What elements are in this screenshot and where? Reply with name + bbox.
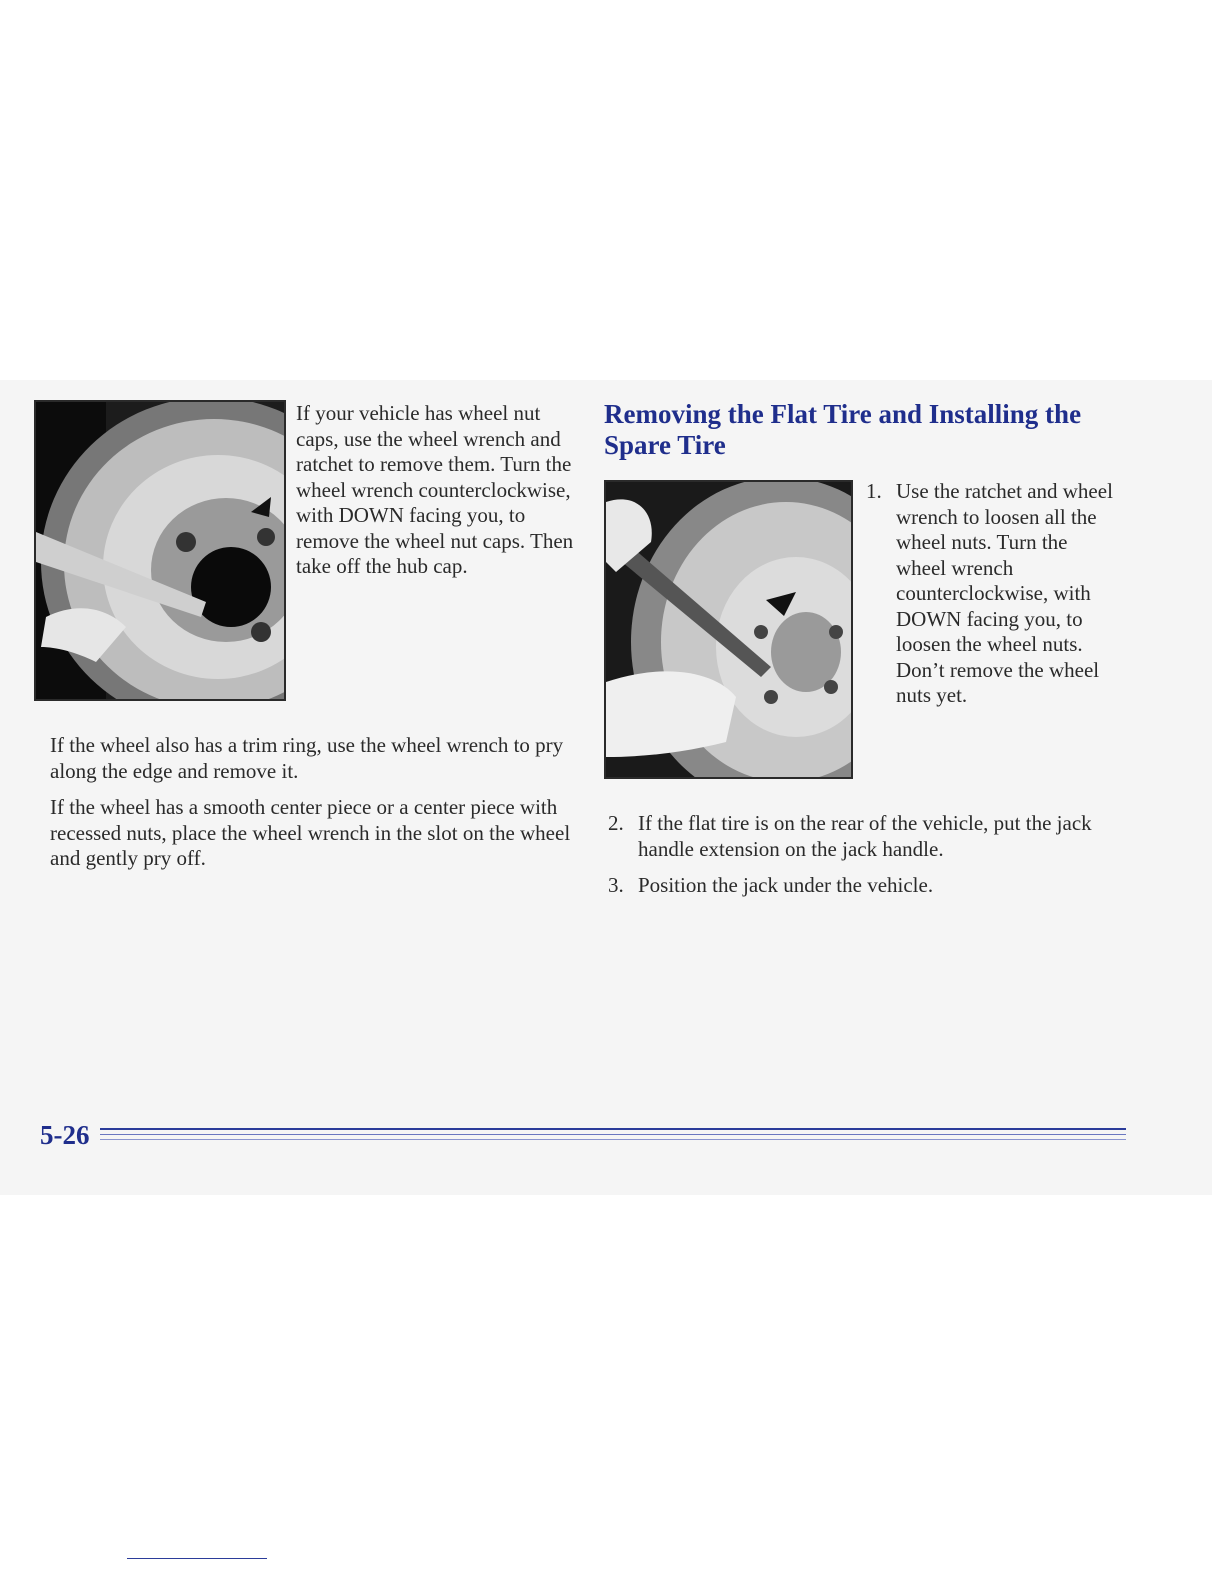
step-text: Use the ratchet and wheel wrench to loosen all the wheel nuts. Turn the wheel wrench counterclockwise, with DOWN facing you, to loosen the wheel nuts. Don’t remove the wheel nuts yet. (896, 479, 1113, 707)
hub-cap-removal-photo (34, 400, 286, 701)
step-number: 3. (608, 873, 624, 897)
bottom-divider (127, 1558, 267, 1559)
footer-rule (100, 1134, 1126, 1135)
footer-rule (100, 1128, 1126, 1130)
section-heading: Removing the Flat Tire and Installing the Spare Tire (604, 399, 1082, 460)
page-number: 5-26 (40, 1120, 90, 1150)
footer-rule (100, 1139, 1126, 1140)
loosen-wheel-nuts-photo (604, 480, 853, 779)
step-text: Position the jack under the vehicle. (638, 873, 934, 897)
step-text: If the flat tire is on the rear of the vehicle, put the jack handle extension on the jack handle. (638, 811, 1092, 861)
hub-cap-instructions: If your vehicle has wheel nut caps, use the wheel wrench and ratchet to remove them. Turn the wheel wrench counterclockwise, with DOWN facing you, to remove the wheel nut caps. Then take off the hub cap. (296, 401, 574, 578)
center-piece-instructions: If the wheel has a smooth center piece or a center piece with recessed nuts, place the wheel wrench in the slot on the wheel and gently pry off. (50, 795, 571, 870)
step-number: 1. (866, 479, 882, 503)
step-number: 2. (608, 811, 624, 835)
trim-ring-instructions: If the wheel also has a trim ring, use the wheel wrench to pry along the edge and remove it. (50, 733, 564, 783)
